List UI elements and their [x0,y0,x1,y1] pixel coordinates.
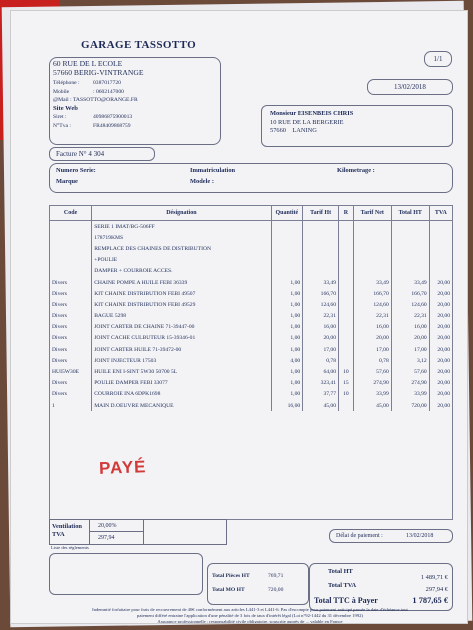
code-cell: Divers [50,355,92,366]
invoice-number-label: Facture N° [56,150,87,158]
brand-label: Marque [56,178,78,185]
remise-cell [339,221,354,233]
tva-cell [429,232,452,243]
tarif-net-cell: 0,78 [353,355,391,366]
designation-cell: JOINT CACHE CULBUTEUR 15-39346-01 [92,333,271,344]
designation-cell: MAIN D.OEUVRE MECANIQUE [92,400,271,411]
grand-totals-box [309,563,453,611]
payment-terms-box [329,529,453,543]
registration-label: Immatriculation [190,167,236,174]
table-header-row [50,206,453,221]
vat-breakdown-box [49,519,227,545]
table-row [50,322,453,333]
km-label: Kilometrage : [337,167,375,174]
footer-line: Indemnité forfaitaire pour frais de recouvrement de 40€ conformément aux articles L441-3 et L441-6. Pas d'escompte pour paiement anticipé passée la date d'échéance.tout [92,607,408,612]
total-ttc-label: Total TTC à Payer [314,596,378,605]
serial-label: Numero Serie: [56,167,96,174]
tva-cell [429,266,452,277]
tva-number-label: N°Tva : [53,122,71,129]
header-remise: R [339,206,354,221]
designation-cell: JOINT CARTER DE CHAINE 71-39447-00 [92,322,271,333]
remise-cell [339,344,354,355]
designation-cell: DAMPER + COURROIE ACCES. [92,266,271,277]
garage-city: 57660 BERIG-VINTRANGE [53,67,144,77]
table-row [50,389,453,400]
total-ht-value: 1 489,71 € [420,574,448,581]
tva-cell: 20,00 [429,288,452,299]
code-cell [50,266,92,277]
remise-cell [339,322,354,333]
phone-value: 0387017720 [93,80,121,86]
designation-cell: JOINT CARTER HUILE 71-39472-00 [92,344,271,355]
ventilation-tva-label: TVA [52,531,65,538]
phone-label: Téléphone : [53,80,80,86]
total-ht-label: Total HT [328,568,353,575]
garage-address-box [49,57,221,145]
total-ht-cell: 17,00 [391,344,429,355]
code-cell: 1 [50,400,92,411]
tarif-ht-cell: 0,78 [303,355,339,366]
quantity-cell [271,221,303,233]
table-row [50,299,453,310]
header-tarif-net: Tarif Net [353,206,391,221]
tarif-ht-cell [303,255,339,266]
code-cell [50,243,92,254]
tarif-ht-cell: 37,77 [303,389,339,400]
table-row [50,378,453,389]
code-cell: Divers [50,333,92,344]
quantity-cell [271,266,303,277]
invoice-page [10,10,468,624]
quantity-cell: 16,00 [271,400,303,411]
model-label: Modele : [190,178,214,185]
total-tva-label: Total TVA [328,582,357,589]
page-number: 1/1 [424,51,452,67]
parts-totals-box [207,563,309,605]
table-row [50,400,453,411]
invoice-date: 13/02/2018 [367,79,453,95]
remise-cell [339,277,354,288]
payments-list-label: Liste des règlements [51,545,89,550]
quantity-cell: 1,00 [271,333,303,344]
designation-cell: +POULIE [92,255,271,266]
table-row [50,255,453,266]
designation-cell: BAGUE 5298 [92,311,271,322]
remise-cell [339,299,354,310]
tarif-net-cell: 166,70 [353,288,391,299]
designation-cell: HUILE ENI I-SINT 5W30 50700 5L [92,366,271,377]
tarif-net-cell: 16,00 [353,322,391,333]
tarif-ht-cell [303,221,339,233]
tarif-ht-cell: 17,00 [303,344,339,355]
total-ht-cell: 124,60 [391,299,429,310]
remise-cell: 10 [339,366,354,377]
table-row [50,232,453,243]
designation-cell: JOINT INJECTEUR 17503 [92,355,271,366]
mobile-label: Mobile [53,88,70,95]
tva-cell: 20,00 [429,311,452,322]
client-street: 10 RUE DE LA BERGERIE [270,118,344,126]
labour-total-value: 720,00 [268,587,284,593]
client-name: Monsieur EISENBEIS CHRIS [270,110,354,117]
table-row [50,221,453,233]
quantity-cell: 1,00 [271,277,303,288]
code-cell [50,221,92,233]
tarif-ht-cell: 45,00 [303,400,339,411]
tarif-ht-cell: 64,00 [303,366,339,377]
tarif-net-cell: 124,60 [353,299,391,310]
table-row [50,344,453,355]
payment-terms-date: 13/02/2018 [406,533,434,539]
paid-stamp: PAYÉ [98,457,147,478]
tarif-ht-cell: 323,41 [303,378,339,389]
total-ht-cell: 16,00 [391,322,429,333]
remise-cell [339,288,354,299]
quantity-cell: 1,00 [271,366,303,377]
tarif-net-cell: 33,49 [353,277,391,288]
designation-cell: SERIE 1 IMAT/BG-506FF [92,221,271,233]
header-total-ht: Total HT [391,206,429,221]
designation-cell: KIT CHAINE DISTRIBUTION FEBI 49529 [92,299,271,310]
code-cell: Divers [50,277,92,288]
total-ht-cell: 3,12 [391,355,429,366]
quantity-cell [271,232,303,243]
table-row [50,366,453,377]
remise-cell [339,333,354,344]
table-row [50,243,453,254]
designation-cell: POULIE DAMPER FEBI 33077 [92,378,271,389]
table-row [50,311,453,322]
tva-cell: 20,00 [429,344,452,355]
quantity-cell: 1,00 [271,299,303,310]
header-tva: TVA [429,206,452,221]
tva-cell [429,255,452,266]
total-ht-cell: 22,31 [391,311,429,322]
tva-cell: 20,00 [429,378,452,389]
ventilation-label: Ventilation [52,523,82,530]
table-row [50,333,453,344]
total-ht-cell [391,221,429,233]
total-ht-cell: 33,49 [391,277,429,288]
code-cell: Divers [50,288,92,299]
tarif-ht-cell [303,232,339,243]
remise-cell [339,243,354,254]
items-table [49,205,453,411]
client-postcode: 57660 [270,127,286,134]
tarif-net-cell: 33,99 [353,389,391,400]
siret-label: Siret : [53,114,67,120]
quantity-cell: 1,00 [271,322,303,333]
quantity-cell: 1,00 [271,344,303,355]
garage-street: 60 RUE DE L ECOLE [53,59,123,68]
code-cell: Divers [50,378,92,389]
tva-cell: 20,00 [429,355,452,366]
tva-cell [429,221,452,233]
designation-cell: CHAINE POMPE A HUILE FEBI 36339 [92,277,271,288]
total-ht-cell: 274,90 [391,378,429,389]
tarif-net-cell: 17,00 [353,344,391,355]
tarif-net-cell: 20,00 [353,333,391,344]
web-label: Site Web [53,104,78,112]
garage-name: GARAGE TASSOTTO [81,39,197,51]
invoice-number-box [49,147,155,161]
table-row [50,266,453,277]
total-ht-cell [391,255,429,266]
tva-cell: 20,00 [429,366,452,377]
vehicle-info-box [49,163,453,193]
remise-cell [339,266,354,277]
total-ht-cell [391,232,429,243]
tarif-ht-cell: 166,70 [303,288,339,299]
quantity-cell: 1,00 [271,311,303,322]
designation-cell: KIT CHAINE DISTRIBUTION FEBI 49507 [92,288,271,299]
labour-total-label: Total MO HT [212,587,245,593]
remise-cell [339,232,354,243]
header-tarif-ht: Tarif Ht [303,206,339,221]
total-ht-cell: 720,00 [391,400,429,411]
quantity-cell: 1,00 [271,389,303,400]
invoice-number: 4 304 [88,150,105,158]
footer-line: Assurance professionnelle : responsabilité civile obligatoire, souscrite auprès de ... valable en France [157,619,343,624]
table-row [50,355,453,366]
quantity-cell [271,243,303,254]
remise-cell: 15 [339,378,354,389]
tarif-ht-cell: 20,00 [303,333,339,344]
mobile-value: : 0602147000 [93,88,124,95]
tarif-net-cell: 45,00 [353,400,391,411]
header-quantity: Quantité [271,206,303,221]
code-cell [50,232,92,243]
siret-value: 40986875900013 [93,114,133,120]
designation-cell: REMPLACE DES CHAINES DE DISTRIBUTION [92,243,271,254]
tarif-ht-cell: 124,60 [303,299,339,310]
code-cell: Divers [50,322,92,333]
code-cell: Divers [50,344,92,355]
legal-footer [49,607,451,624]
tva-number-value: FR48409868759 [93,122,131,129]
parts-total-value: 769,71 [268,573,284,579]
designation-cell: 178719KMS [92,232,271,243]
tva-cell [429,243,452,254]
header-designation: Désignation [92,206,271,221]
total-ht-cell [391,266,429,277]
remise-cell [339,311,354,322]
tarif-net-cell [353,255,391,266]
tva-cell: 20,00 [429,333,452,344]
vat-rate: 20,00% [90,520,144,532]
vat-amount: 297,94 [90,532,144,544]
tarif-ht-cell: 22,31 [303,311,339,322]
tarif-ht-cell: 33,49 [303,277,339,288]
tva-cell: 20,00 [429,322,452,333]
remise-cell [339,400,354,411]
total-ht-cell: 33,99 [391,389,429,400]
tarif-net-cell [353,243,391,254]
client-city: LANING [292,127,317,134]
email-value: @Mail : TASSOTTO@ORANGE.FR [53,97,138,103]
tva-cell: 20,00 [429,299,452,310]
tva-cell: 20,00 [429,400,452,411]
tarif-net-cell [353,221,391,233]
remise-cell [339,355,354,366]
tva-cell: 20,00 [429,277,452,288]
total-ht-cell: 20,00 [391,333,429,344]
remise-cell: 10 [339,389,354,400]
footer-line: paiement différé entraine l'application d'une pénalité de 3 fois de taux d'intérêt légal (Loi n°92-1442 du 31 décembre 1992) [137,613,363,618]
tarif-net-cell: 57,60 [353,366,391,377]
payment-terms-label: Délai de paiement : [336,533,383,539]
quantity-cell: 4,00 [271,355,303,366]
total-tva-value: 297,94 € [425,586,448,593]
code-cell: Divers [50,299,92,310]
payments-list-box [49,553,203,595]
tarif-net-cell: 22,31 [353,311,391,322]
tarif-net-cell [353,266,391,277]
code-cell [50,255,92,266]
tarif-net-cell [353,232,391,243]
total-ht-cell: 166,70 [391,288,429,299]
code-cell: Divers [50,389,92,400]
tva-cell: 20,00 [429,389,452,400]
designation-cell: COURROIE INA 6DPK1698 [92,389,271,400]
parts-total-label: Total Pièces HT [212,573,250,579]
tarif-ht-cell [303,266,339,277]
total-ttc-value: 1 787,65 € [412,596,448,605]
total-ht-cell [391,243,429,254]
header-code: Code [50,206,92,221]
table-row [50,288,453,299]
code-cell: HUI5W30E [50,366,92,377]
code-cell: Divers [50,311,92,322]
quantity-cell: 1,00 [271,288,303,299]
tarif-net-cell: 274,90 [353,378,391,389]
quantity-cell [271,255,303,266]
total-ht-cell: 57,60 [391,366,429,377]
tarif-ht-cell [303,243,339,254]
tarif-ht-cell: 16,00 [303,322,339,333]
remise-cell [339,255,354,266]
table-row [50,277,453,288]
quantity-cell: 1,00 [271,378,303,389]
client-address-box [261,105,453,147]
